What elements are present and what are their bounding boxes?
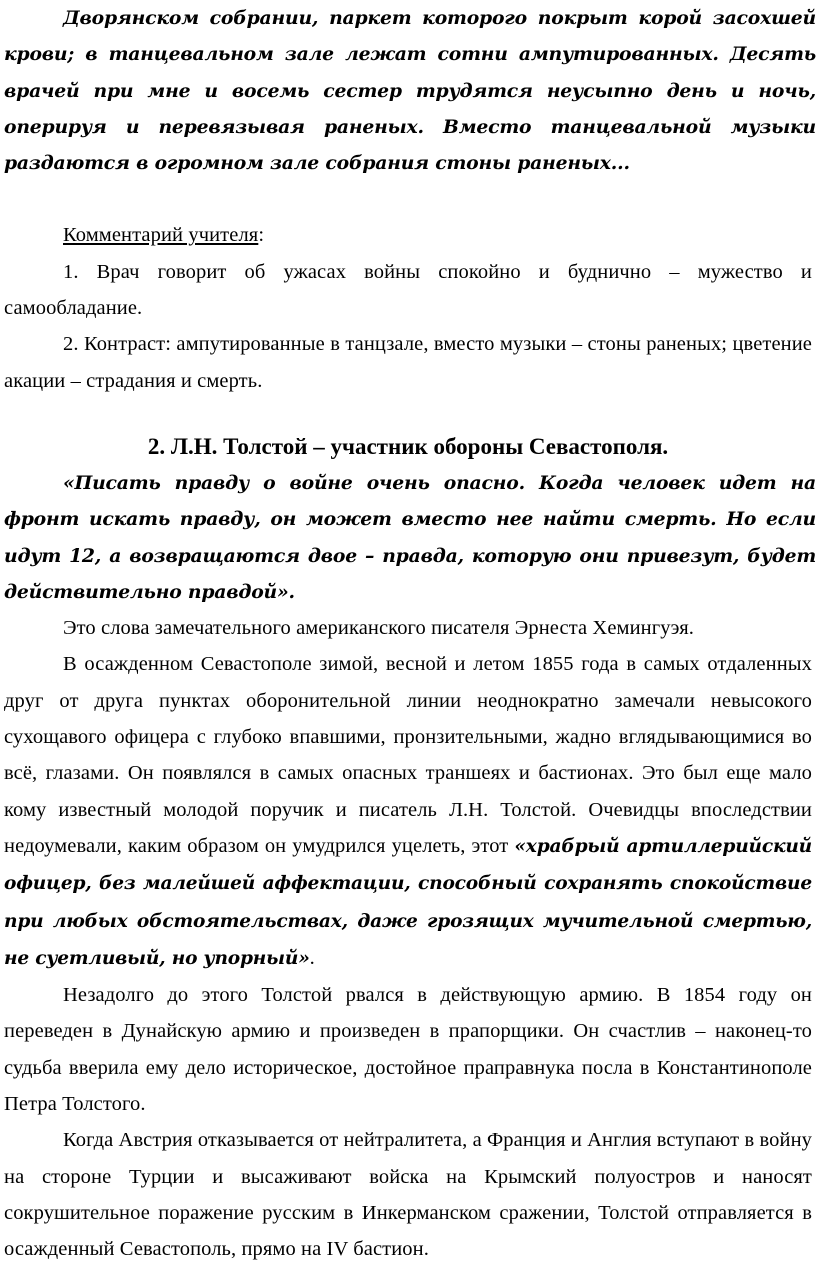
spacer: [4, 399, 816, 429]
hemingway-attribution: Это слова замечательного американского писателя Эрнеста Хемингуэя.: [63, 617, 694, 640]
teacher-comment-label: Комментарий учителя: [63, 224, 259, 247]
sevastopol-quote: «храбрый артиллерийский офицер, без малейшей аффектации, способный сохранять спокойствие при любых обстоятельствах, даже грозящих мучительной смертью, не суетливый, но упорный»: [4, 835, 812, 969]
teacher-comment-heading: [4, 217, 812, 253]
comment-item-2: 2. Контраст: ампутированные в танцзале, вместо музыки – стоны раненых; цветение акации – страдания и смерть.: [4, 333, 812, 392]
sevastopol-paragraph: [4, 646, 812, 977]
teacher-comment-colon: :: [258, 224, 265, 247]
army-paragraph: Незадолго до этого Толстой рвался в действующую армию. В 1854 году он переведен в Дунайскую армию и произведен в прапорщики. Он счастлив – наконец-то судьба вверила ему дело историческое, достойное праправнука посла в Константинополе Петра Толстого.: [4, 984, 812, 1116]
spacer: [4, 181, 816, 217]
hemingway-quote: «Писать правду о войне очень опасно. Когда человек идет на фронт искать правду, он может вместо нее найти смерть. Но если идут 12, а возвращаются двое – правда, которую они привезут, будет действительно правдой».: [4, 471, 816, 603]
section-heading: 2. Л.Н. Толстой – участник обороны Севастополя.: [147, 433, 669, 459]
sevastopol-end: .: [309, 946, 315, 969]
austria-paragraph: Когда Австрия отказывается от нейтралитета, а Франция и Англия вступают в войну на стороне Турции и высаживают войска на Крымский полуостров и наносят сокрушительное поражение русским в Инкерманском сражении, Толстой отправляется в осажденный Севастополь, прямо на IV бастион.: [4, 1129, 812, 1261]
sevastopol-text: В осажденном Севастополе зимой, весной и летом 1855 года в самых отдаленных друг от друга пунктах оборонительной линии неоднократно замечали невысокого сухощавого офицера с глубоко впавшими, пронзительными, жадно вглядывающимися во всё, глазами. Он появлялся в самых опасных траншеях и бастионах. Это был еще мало кому известный молодой поручик и писатель Л.Н. Толстой. Очевидцы впоследствии недоумевали, каким образом он умудрился уцелеть, этот: [4, 653, 812, 857]
comment-item-1: 1. Врач говорит об ужасах войны спокойно и буднично – мужество и самообладание.: [4, 260, 812, 320]
top-quote: Дворянском собрании, паркет которого покрыт корой засохшей крови; в танцевальном зале лежат сотни ампутированных. Десять врачей при мне и восемь сестер трудятся неусыпно день и ночь, оперируя и перевязывая раненых. Вместо танцевальной музыки раздаются в огромном зале собрания стоны раненых...: [4, 7, 816, 175]
